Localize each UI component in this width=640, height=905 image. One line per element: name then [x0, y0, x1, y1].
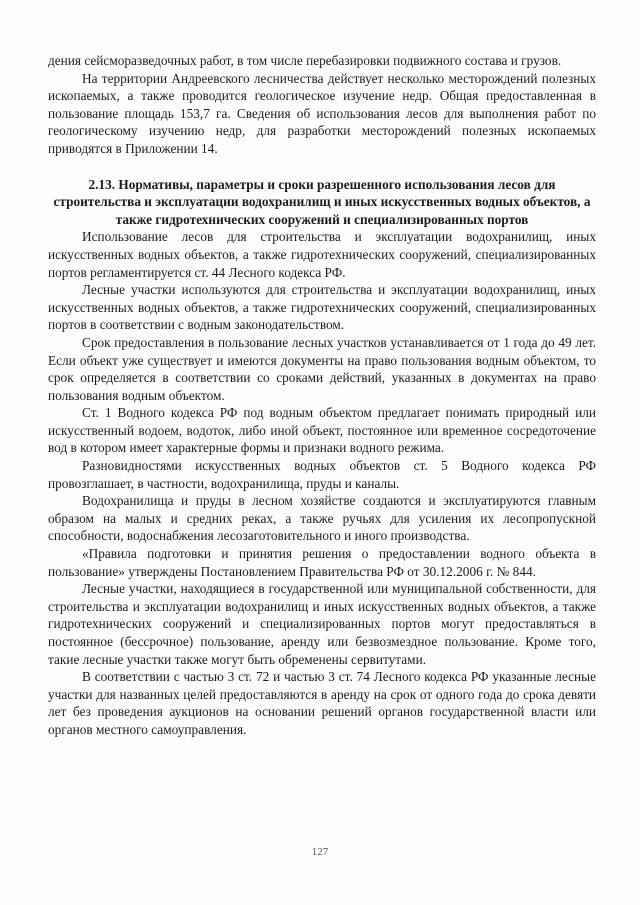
- section-heading: 2.13. Нормативы, параметры и сроки разрешенного использования лесов для строительства и эксплуатации водохранилищ и иных искусственных водных объектов, а также гидротехнических сооружений и специализированных портов: [53, 176, 591, 227]
- paragraph: «Правила подготовки и принятия решения о предоставлении водного объекта в пользование» утверждены Постановлением Правительства РФ от 30.12.2006 г. № 844.: [48, 546, 596, 579]
- paragraph: Лесные участки используются для строительства и эксплуатации водохранилищ, иных искусственных водных объектов, а также гидротехнических сооружений, специализированных портов в соответствии с водным законодательством.: [48, 282, 596, 333]
- page-number: 127: [311, 846, 329, 858]
- paragraph: В соответствии с частью 3 ст. 72 и частью 3 ст. 74 Лесного кодекса РФ указанные лесные участки для названных целей предоставляются в аренду на срок от одного года до срока девяти лет без проведения аукционов на основании решений органов государственной власти или органов местного самоуправления.: [48, 669, 596, 737]
- paragraph-continued: дения сейсморазведочных работ, в том числе перебазировки подвижного состава и грузов.: [48, 53, 562, 68]
- paragraph: Лесные участки, находящиеся в государственной или муниципальной собственности, для строительства и эксплуатации водохранилищ и иных искусственных водных объектов, а также гидротехнических сооружений и специализированных портов могут предоставляться в постоянное (бессрочное) пользование, аренду или безвозмездное пользование. Кроме того, такие лесные участки также могут быть обременены сервитутами.: [48, 581, 596, 667]
- paragraph: Срок предоставления в пользование лесных участков устанавливается от 1 года до 49 лет. Если объект уже существует и имеются документы на право пользования водным объектом, то срок определяется в соответствии со сроками действий, указанных в документах на право пользования водным объектом.: [48, 334, 596, 403]
- document-body: [48, 52, 596, 739]
- paragraph: Ст. 1 Водного кодекса РФ под водным объектом предлагает понимать природный или искусственный водоем, водоток, либо иной объект, постоянное или временное сосредоточение вод в котором имеет характерные формы и признаки водного режима.: [48, 405, 596, 456]
- paragraph-andreevskoe: На территории Андреевского лесничества действует несколько месторождений полезных ископаемых, а также проводится геологическое изучение недр. Общая предоставленная в пользование площадь 153,7 га. Сведения об использования лесов для выполнения работ по геологическому изучению недр, для разработки месторождений полезных ископаемых приводятся в Приложении 14.: [48, 70, 596, 156]
- paragraph: Водохранилища и пруды в лесном хозяйстве создаются и эксплуатируются главным образом на малых и средних реках, а также ручьях для усиления их лесопропускной способности, водоснабжения лесозаготовительного и иного производства.: [48, 493, 596, 544]
- paragraph: Использование лесов для строительства и эксплуатации водохранилищ, иных искусственных водных объектов, а также гидротехнических сооружений, специализированных портов регламентируется ст. 44 Лесного кодекса РФ.: [48, 229, 596, 280]
- spacer: [48, 158, 596, 176]
- paragraph: Разновидностями искусственных водных объектов ст. 5 Водного кодекса РФ провозглашает, в частности, водохранилища, пруды и каналы.: [48, 458, 596, 491]
